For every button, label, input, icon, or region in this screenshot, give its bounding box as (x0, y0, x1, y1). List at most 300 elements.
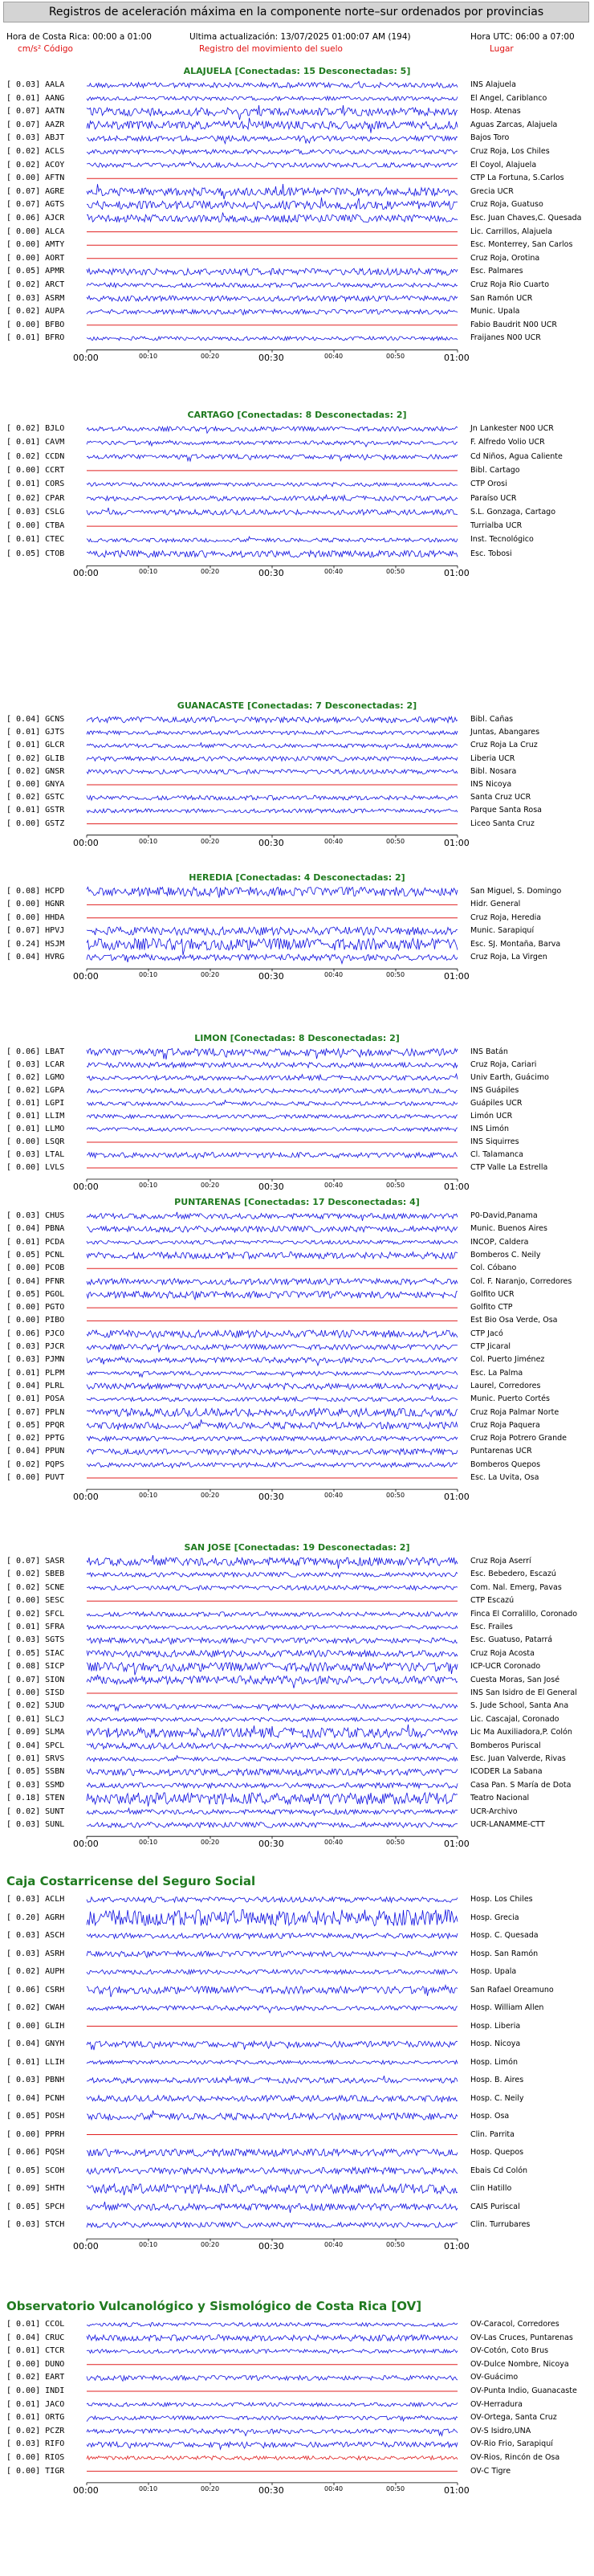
station-code-label: [ 0.00] CCRT (6, 465, 65, 475)
station-code-label: [ 0.01] BFRO (6, 333, 65, 343)
station-code-label: [ 0.05] PGOL (6, 1289, 65, 1299)
station-trace (87, 1463, 458, 1468)
station-place-label: Esc. Juan Chaves,C. Quesada (470, 214, 582, 222)
station-place-label: INS Batán (470, 1047, 508, 1056)
axis-tick-label: 00:10 (139, 568, 158, 576)
axis-tick-label: 01:00 (444, 1492, 470, 1503)
station-trace (87, 1227, 458, 1233)
station-code-label: [ 0.01] SRVS (6, 1754, 65, 1763)
station-code-label: [ 0.00] PCOB (6, 1264, 65, 1273)
station-code-label: [ 0.00] LSQR (6, 1137, 65, 1146)
station-place-label: Golfito CTP (470, 1303, 513, 1312)
station-trace (87, 149, 458, 154)
station-code-label: [ 0.04] SPCL (6, 1741, 65, 1750)
station-code-label: [ 0.04] PLRL (6, 1381, 65, 1390)
station-trace (87, 309, 458, 315)
station-place-label: Limón UCR (470, 1112, 513, 1121)
station-code-label: [ 0.02] CCDN (6, 451, 65, 461)
station-code-label: [ 0.03] SGTS (6, 1635, 65, 1645)
station-code-label: [ 0.00] PUVT (6, 1473, 65, 1482)
station-place-label: El Coyol, Alajuela (470, 160, 537, 169)
station-code-label: [ 0.04] PPUN (6, 1447, 65, 1456)
station-place-label: Cruz Roja, Orotina (470, 253, 540, 263)
station-place-label: Com. Nal. Emerg, Pavas (470, 1582, 562, 1592)
station-trace (87, 1115, 458, 1119)
axis-tick-label: 00:20 (201, 2241, 220, 2249)
station-trace (87, 2375, 458, 2381)
station-place-label: Cruz Roja Paquera (470, 1420, 540, 1430)
station-place-label: Univ Earth, Guácimo (470, 1073, 549, 1082)
place-header: Lugar (490, 44, 514, 54)
station-place-label: Liceo Santa Cruz (470, 819, 535, 828)
axis-tick-label: 00:40 (324, 1839, 344, 1847)
station-trace (87, 1555, 458, 1569)
station-trace (87, 743, 458, 749)
station-trace (87, 1383, 458, 1390)
station-code-label: [ 0.03] ACLH (6, 1895, 65, 1904)
station-place-label: Santa Cruz UCR (470, 793, 531, 802)
axis-tick-label: 01:00 (444, 971, 470, 982)
station-code-label: [ 0.00] GLIH (6, 2021, 65, 2031)
station-code-label: [ 0.00] ALCA (6, 227, 65, 236)
station-place-label: Bajos Toro (470, 133, 510, 143)
station-trace (87, 1371, 458, 1377)
station-trace (87, 2149, 458, 2156)
station-code-label: [ 0.00] INDI (6, 2386, 65, 2395)
section-title: CARTAGO [Conectadas: 8 Desconectadas: 2] (187, 410, 407, 420)
section-title: Observatorio Vulcanológico y Sismológico de Costa Rica [OV] (6, 2299, 422, 2313)
axis-tick-label: 00:40 (324, 971, 344, 979)
station-trace (87, 953, 458, 963)
station-trace (87, 1626, 458, 1630)
station-trace (87, 551, 458, 557)
axis-tick-label: 00:00 (73, 971, 99, 982)
station-code-label: [ 0.01] POSA (6, 1394, 65, 1404)
station-trace (87, 1951, 458, 1958)
station-place-label: Cruz Roja, Cariari (470, 1060, 537, 1069)
station-code-label: [ 0.01] JACO (6, 2399, 65, 2409)
station-place-label: OV-C Tigre (470, 2466, 511, 2476)
station-code-label: [ 0.02] BJLO (6, 424, 65, 433)
station-code-label: [ 0.00] AMTY (6, 240, 65, 250)
station-place-label: OV-Cotón, Coto Brus (470, 2346, 549, 2356)
station-place-label: Cd Niños, Agua Caliente (470, 451, 563, 461)
station-place-label: Lic. Carrillos, Alajuela (470, 227, 552, 236)
station-code-label: [ 0.02] LGMO (6, 1073, 65, 1082)
station-trace (87, 1793, 458, 1806)
station-trace (87, 1128, 458, 1132)
station-code-label: [ 0.00] CTBA (6, 521, 65, 531)
axis-tick-label: 00:10 (139, 971, 158, 979)
station-code-label: [ 0.00] AFTN (6, 174, 65, 183)
axis-tick-label: 00:20 (201, 971, 220, 979)
station-place-label: Hosp. Upala (470, 1967, 517, 1976)
station-trace (87, 795, 458, 800)
station-place-label: UCR-LANAMME-CTT (470, 1820, 545, 1829)
station-trace (87, 537, 458, 542)
station-code-label: [ 0.02] PQPS (6, 1459, 65, 1469)
utc-time-label: Hora UTC: 06:00 a 07:00 (470, 32, 575, 42)
station-place-label: INS Limón (470, 1125, 509, 1133)
station-trace (87, 1357, 458, 1366)
station-code-label: [ 0.00] PPRH (6, 2129, 65, 2139)
station-place-label: OV-Caracol, Corredores (470, 2320, 559, 2329)
station-code-label: [ 0.02] EART (6, 2373, 65, 2382)
station-code-label: [ 0.02] AUPH (6, 1967, 65, 1976)
axis-tick-label: 00:10 (139, 352, 158, 360)
station-code-label: [ 0.04] GNYH (6, 2039, 65, 2048)
station-trace (87, 105, 458, 120)
axis-tick-label: 00:40 (324, 568, 344, 576)
station-trace (87, 455, 458, 461)
axis-tick-label: 00:40 (324, 837, 344, 845)
station-place-label: Cl. Talamanca (470, 1150, 523, 1159)
station-place-label: Hosp. C. Neily (470, 2093, 524, 2103)
station-trace (87, 1663, 458, 1676)
station-trace (87, 1970, 458, 1974)
station-trace (87, 1897, 458, 1903)
station-code-label: [ 0.08] SICP (6, 1662, 65, 1672)
station-trace (87, 337, 458, 341)
station-code-label: [ 0.02] PCZR (6, 2426, 65, 2435)
axis-tick-label: 00:30 (258, 568, 284, 579)
station-trace (87, 1279, 458, 1285)
station-trace (87, 1986, 458, 1998)
station-code-label: [ 0.00] DUNO (6, 2359, 65, 2369)
station-place-label: Cruz Roja La Cruz (470, 741, 538, 750)
station-trace (87, 1153, 458, 1159)
station-trace (87, 1088, 458, 1093)
station-place-label: Teatro Nacional (470, 1794, 530, 1803)
station-trace (87, 2402, 458, 2407)
station-place-label: Hosp. Grecia (470, 1913, 519, 1922)
axis-tick-label: 00:30 (258, 837, 284, 848)
station-place-label: Hosp. C. Quesada (470, 1931, 539, 1940)
station-code-label: [ 0.07] AGRE (6, 186, 65, 196)
station-trace (87, 1769, 458, 1775)
station-code-label: [ 0.02] SCNE (6, 1582, 65, 1592)
station-place-label: Esc. Juan Valverde, Rivas (470, 1754, 566, 1763)
axis-tick-label: 01:00 (444, 568, 470, 579)
axis-tick-label: 01:00 (444, 1839, 470, 1850)
station-place-label: F. Alfredo Volio UCR (470, 438, 545, 447)
station-trace (87, 184, 458, 199)
station-place-label: Clin. Turrubares (470, 2220, 531, 2229)
station-code-label: [ 0.09] SLMA (6, 1728, 65, 1737)
station-place-label: Munic. Buenos Aires (470, 1224, 547, 1234)
station-place-label: CTP Escazú (470, 1596, 515, 1606)
station-place-label: Jn Lankester N00 UCR (470, 424, 554, 433)
station-place-label: Cruz Roja, Heredia (470, 912, 542, 922)
axis-tick-label: 00:30 (258, 1492, 284, 1503)
station-place-label: Cruz Roja Potrero Grande (470, 1434, 568, 1443)
station-code-label: [ 0.01] CORS (6, 480, 65, 489)
axis-tick-label: 00:40 (324, 1182, 344, 1189)
axis-tick-label: 00:40 (324, 352, 344, 360)
station-trace (87, 2429, 458, 2436)
axis-tick-label: 00:50 (386, 2484, 405, 2492)
station-code-label: [ 0.01] GSTR (6, 806, 65, 815)
station-trace (87, 2111, 458, 2121)
station-code-label: [ 0.00] SESC (6, 1596, 65, 1606)
section-title: HEREDIA [Conectadas: 4 Desconectadas: 2] (189, 872, 405, 883)
axis-tick-label: 01:00 (444, 837, 470, 848)
station-trace (87, 136, 458, 144)
station-place-label: Clin Hatillo (470, 2184, 512, 2193)
station-place-label: Guápiles UCR (470, 1099, 523, 1108)
axis-tick-label: 00:50 (386, 2241, 405, 2249)
station-code-label: [ 0.07] AATN (6, 107, 65, 116)
axis-tick-label: 00:00 (73, 837, 99, 848)
station-code-label: [ 0.04] PCNH (6, 2093, 65, 2103)
axis-tick-label: 00:10 (139, 1492, 158, 1500)
station-place-label: Cruz Roja, La Virgen (470, 953, 547, 961)
station-place-label: INS Nicoya (470, 780, 512, 789)
axis-tick-label: 00:50 (386, 1839, 405, 1847)
station-trace (87, 1638, 458, 1644)
station-trace (87, 1212, 458, 1221)
station-place-label: Fraijanes N00 UCR (470, 333, 541, 343)
station-code-label: [ 0.03] CHUS (6, 1211, 65, 1220)
station-place-label: UCR-Archivo (470, 1806, 518, 1816)
station-place-label: Esc. Palmares (470, 267, 523, 276)
last-update-label: Ultima actualización: 13/07/2025 01:00:07 AM (194) (189, 32, 411, 42)
section-title: LIMON [Conectadas: 8 Desconectadas: 2] (194, 1033, 400, 1043)
axis-tick-label: 00:50 (386, 568, 405, 576)
station-trace (87, 483, 458, 487)
axis-tick-label: 01:00 (444, 2241, 470, 2252)
axis-tick-label: 00:00 (73, 1492, 99, 1503)
station-place-label: Esc. La Palma (470, 1368, 523, 1378)
section-title: SAN JOSE [Conectadas: 19 Desconectadas: 2] (184, 1542, 410, 1553)
station-place-label: Esc. Tobosi (470, 549, 512, 558)
station-place-label: CTP La Fortuna, S.Carlos (470, 174, 564, 183)
station-place-label: San Miguel, S. Domingo (470, 887, 562, 896)
axis-tick-label: 00:30 (258, 1839, 284, 1850)
station-code-label: [ 0.00] LVLS (6, 1163, 65, 1172)
station-code-label: [ 0.01] PLPM (6, 1368, 65, 1378)
station-code-label: [ 0.02] SBEB (6, 1570, 65, 1579)
station-code-label: [ 0.03] SSMD (6, 1780, 65, 1790)
station-place-label: Cruz Roja, Guatuso (470, 200, 543, 210)
axis-tick-label: 00:00 (73, 1182, 99, 1192)
axis-tick-label: 00:40 (324, 1492, 344, 1500)
station-trace (87, 1586, 458, 1590)
station-trace (87, 2415, 458, 2422)
station-place-label: Hosp. B. Aires (470, 2076, 524, 2084)
station-trace (87, 757, 458, 761)
station-trace (87, 2349, 458, 2354)
station-trace (87, 118, 458, 133)
station-place-label: INS San Isidro de El General (470, 1688, 577, 1697)
section-title: GUANACASTE [Conectadas: 7 Desconectadas: 2] (177, 700, 417, 711)
station-code-label: [ 0.03] PJCR (6, 1342, 65, 1351)
station-trace (87, 1909, 458, 1925)
axis-tick-label: 00:00 (73, 2484, 99, 2496)
station-code-label: [ 0.02] ARCT (6, 280, 65, 289)
station-place-label: Liberia UCR (470, 753, 515, 763)
axis-tick-label: 00:20 (201, 1182, 220, 1189)
station-code-label: [ 0.07] PPLN (6, 1407, 65, 1417)
station-code-label: [ 0.03] LTAL (6, 1150, 65, 1159)
station-place-label: OV-Herradura (470, 2399, 523, 2409)
axis-tick-label: 00:10 (139, 837, 158, 845)
station-trace (87, 296, 458, 301)
station-code-label: [ 0.03] ASRH (6, 1949, 65, 1958)
station-code-label: [ 0.09] SHTH (6, 2184, 65, 2193)
station-trace (87, 1651, 458, 1657)
station-code-label: [ 0.05] POSH (6, 2112, 65, 2121)
station-trace (87, 927, 458, 935)
station-code-label: [ 0.03] LCAR (6, 1060, 65, 1069)
station-trace (87, 2006, 458, 2013)
station-place-label: OV-S Isidro,UNA (470, 2426, 531, 2435)
station-place-label: Hosp. Limón (470, 2057, 518, 2067)
station-code-label: [ 0.03] AALA (6, 80, 65, 89)
station-trace (87, 1074, 458, 1080)
station-place-label: Grecia UCR (470, 186, 514, 196)
station-code-label: [ 0.02] GSTC (6, 793, 65, 802)
axis-tick-label: 00:20 (201, 1839, 220, 1847)
station-code-label: [ 0.02] SFCL (6, 1609, 65, 1619)
station-code-label: [ 0.00] PGTO (6, 1303, 65, 1312)
station-trace (87, 440, 458, 447)
station-code-label: [ 0.07] AGTS (6, 200, 65, 210)
station-trace (87, 1408, 458, 1416)
axis-tick-label: 00:20 (201, 568, 220, 576)
station-code-label: [ 0.00] HHDA (6, 912, 65, 922)
station-code-label: [ 0.05] SPCH (6, 2202, 65, 2211)
station-place-label: Hosp. Liberia (470, 2021, 521, 2031)
axis-tick-label: 00:10 (139, 2241, 158, 2249)
station-place-label: Cruz Roja Acosta (470, 1648, 535, 1658)
station-place-label: Hosp. Los Chiles (470, 1895, 533, 1904)
station-trace (87, 1725, 458, 1737)
station-code-label: [ 0.01] CTEC (6, 535, 65, 545)
station-code-label: [ 0.01] LLIM (6, 1112, 65, 1121)
axis-tick-label: 01:00 (444, 1182, 470, 1192)
station-trace (87, 2184, 458, 2195)
station-code-label: [ 0.02] CPAR (6, 493, 65, 503)
station-trace (87, 2442, 458, 2449)
station-code-label: [ 0.03] STCH (6, 2220, 65, 2229)
section-title: ALAJUELA [Conectadas: 15 Desconectadas: 5] (183, 66, 411, 76)
station-code-label: [ 0.05] SIAC (6, 1648, 65, 1658)
station-place-label: OV-Rio Frio, Sarapiquí (470, 2439, 553, 2449)
station-code-label: [ 0.06] CSRH (6, 1985, 65, 1994)
station-code-label: [ 0.03] CSLG (6, 507, 65, 516)
station-trace (87, 1704, 458, 1711)
station-trace (87, 495, 458, 500)
station-code-label: [ 0.01] ORTG (6, 2413, 65, 2423)
station-trace (87, 938, 458, 955)
axis-tick-label: 00:30 (258, 2484, 284, 2496)
station-trace (87, 2202, 458, 2213)
station-trace (87, 1330, 458, 1337)
station-code-label: [ 0.00] GNYA (6, 780, 65, 789)
station-place-label: CTP Valle La Estrella (470, 1163, 548, 1172)
station-place-label: Juntas, Abangares (470, 728, 540, 737)
station-code-label: [ 0.05] SSBN (6, 1767, 65, 1777)
station-code-label: [ 0.00] BFBO (6, 320, 65, 329)
station-place-label: Hosp. Osa (470, 2112, 510, 2121)
station-trace (87, 1717, 458, 1721)
station-place-label: OV-Las Cruces, Puntarenas (470, 2333, 573, 2342)
station-place-label: Lic Ma Auxiliadora,P. Colón (470, 1728, 572, 1737)
station-trace (87, 268, 458, 275)
station-place-label: Munic. Puerto Cortés (470, 1394, 550, 1404)
station-code-label: [ 0.01] LLIH (6, 2057, 65, 2067)
station-trace (87, 213, 458, 222)
station-place-label: Clin. Parrita (470, 2129, 515, 2139)
station-code-label: [ 0.03] ASRM (6, 293, 65, 303)
station-place-label: Esc. Guatuso, Patarrá (470, 1635, 553, 1645)
station-place-label: Cruz Roja Palmar Norte (470, 1407, 559, 1417)
station-place-label: S. Jude School, Santa Ana (470, 1701, 569, 1711)
station-code-label: [ 0.03] PBNH (6, 2076, 65, 2084)
station-code-label: [ 0.00] SISD (6, 1688, 65, 1697)
station-place-label: ICP-UCR Coronado (470, 1662, 541, 1672)
station-trace (87, 1449, 458, 1455)
axis-tick-label: 00:30 (258, 971, 284, 982)
axis-tick-label: 00:50 (386, 1492, 405, 1500)
station-place-label: Bibl. Cañas (470, 715, 514, 724)
axis-tick-label: 00:00 (73, 568, 99, 579)
axis-tick-label: 00:00 (73, 352, 99, 363)
station-code-label: [ 0.01] SLCJ (6, 1714, 65, 1724)
section-title: PUNTARENAS [Conectadas: 17 Desconectadas: 4] (174, 1197, 420, 1207)
station-trace (87, 2167, 458, 2174)
station-place-label: Esc. Monterrey, San Carlos (470, 240, 573, 250)
station-trace (87, 1100, 458, 1106)
station-place-label: OV-Dulce Nombre, Nicoya (470, 2359, 569, 2369)
station-code-label: [ 0.03] ASCH (6, 1931, 65, 1940)
station-trace (87, 1240, 458, 1244)
station-place-label: Col. F. Naranjo, Corredores (470, 1276, 572, 1286)
station-place-label: CAIS Puriscal (470, 2202, 520, 2211)
station-place-label: Hidr. General (470, 900, 521, 909)
station-place-label: INS Guápiles (470, 1086, 519, 1095)
station-place-label: Puntarenas UCR (470, 1447, 532, 1456)
station-place-label: Parque Santa Rosa (470, 806, 542, 815)
station-place-label: Ebais Cd Colón (470, 2166, 528, 2175)
station-code-label: [ 0.04] CRUC (6, 2333, 65, 2342)
station-trace (87, 1252, 458, 1259)
axis-tick-label: 00:40 (324, 2241, 344, 2249)
station-place-label: Col. Cóbano (470, 1264, 517, 1273)
station-trace (87, 1345, 458, 1352)
station-code-label: [ 0.07] HPVJ (6, 926, 65, 936)
station-place-label: Esc. Frailes (470, 1623, 513, 1631)
station-trace (87, 82, 458, 88)
station-place-label: Col. Puerto Jiménez (470, 1355, 545, 1365)
station-code-label: [ 0.06] AJCR (6, 214, 65, 222)
station-place-label: CTP Jacó (470, 1329, 503, 1338)
station-trace (87, 2323, 458, 2327)
axis-tick-label: 00:30 (258, 1182, 284, 1192)
station-place-label: INCOP, Caldera (470, 1237, 529, 1247)
axis-tick-label: 00:10 (139, 1839, 158, 1847)
station-trace (87, 2456, 458, 2460)
station-trace (87, 716, 458, 723)
station-trace (87, 1823, 458, 1828)
station-trace (87, 1291, 458, 1299)
record-header: Registro del movimiento del suelo (199, 44, 343, 54)
station-place-label: Fabio Baudrit N00 UCR (470, 320, 557, 329)
station-place-label: Esc. SJ. Montaña, Barva (470, 939, 561, 949)
station-place-label: OV-Rios, Rincón de Osa (470, 2453, 560, 2462)
station-place-label: Turrialba UCR (470, 521, 523, 531)
